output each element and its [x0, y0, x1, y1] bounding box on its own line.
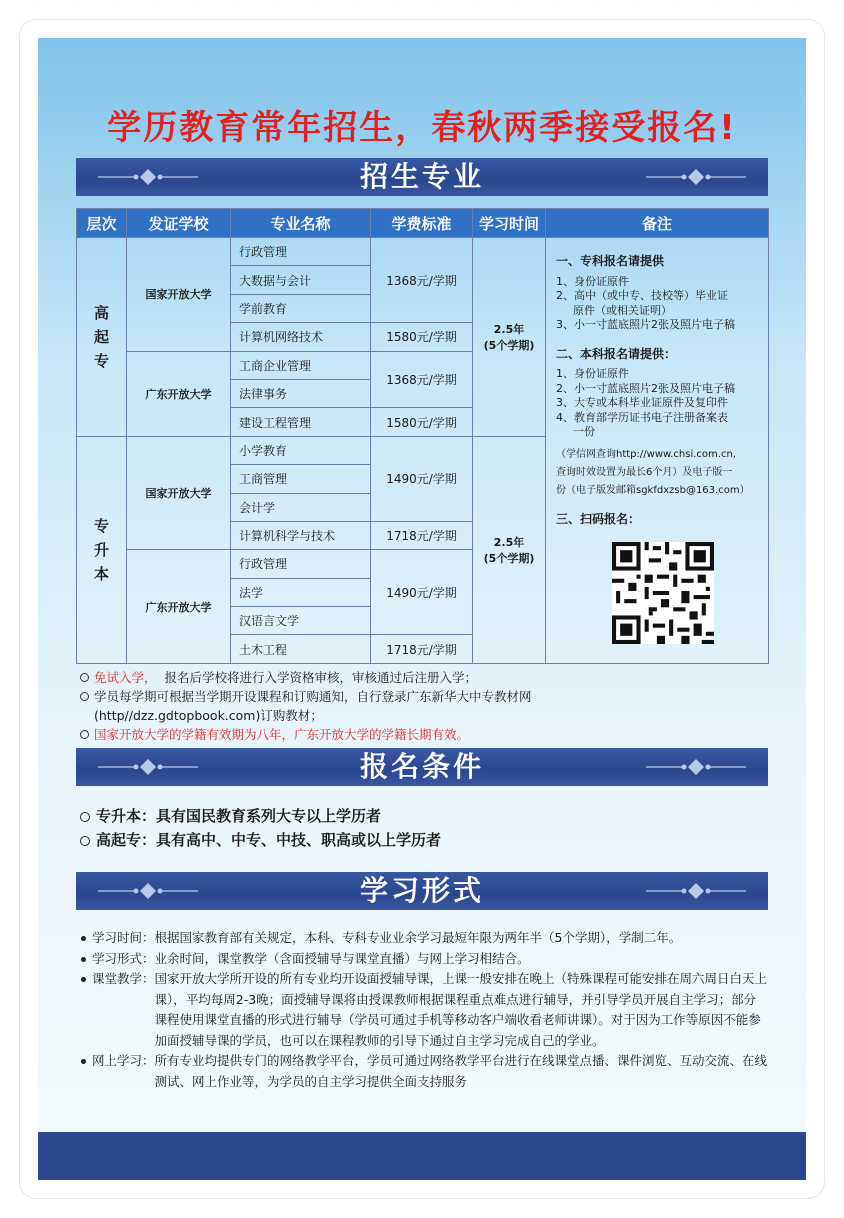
table-row: [77, 238, 769, 266]
major-cell: 计算机科学与技术: [231, 521, 371, 549]
section-banner-conditions: [76, 748, 768, 786]
notes-item: 2、高中（或中专、技校等）毕业证: [556, 289, 728, 302]
major-cell: 计算机网络技术: [231, 323, 371, 351]
info-item: [78, 687, 532, 706]
footer-bar: [38, 1132, 806, 1180]
notes-heading: 一、专科报名请提供: [556, 254, 665, 268]
ornament-icon: [98, 881, 198, 901]
fee-cell: 1580元/学期: [371, 323, 473, 351]
notes-heading: 三、扫码报名：: [556, 511, 641, 526]
study-item: [78, 969, 768, 1051]
study-key: 学习形式：: [92, 950, 155, 966]
section-banner-majors: [76, 158, 768, 196]
major-cell: 工商企业管理: [231, 351, 371, 379]
major-cell: 建设工程管理: [231, 408, 371, 436]
duration-sub: (5个学期): [483, 338, 535, 352]
notes-line: （学信网查询http://www.chsi.com.cn,: [556, 448, 736, 460]
info-item: [78, 668, 532, 687]
section-title: 报名条件: [359, 750, 484, 783]
duration-value: 2.5年: [493, 535, 525, 549]
poster-panel: [38, 38, 806, 1180]
major-cell: 土木工程: [231, 635, 371, 663]
notes-heading: 二、本科报名请提供：: [556, 346, 677, 361]
fee-cell: 1718元/学期: [371, 521, 473, 549]
major-cell: 工商管理: [231, 465, 371, 493]
major-cell: 行政管理: [231, 238, 371, 266]
notes-cell: [546, 238, 769, 664]
headline: 学历教育常年招生，春秋两季接受报名!: [107, 108, 737, 148]
school-cell: 广东开放大学: [127, 351, 231, 436]
duration-sub: (5个学期): [483, 551, 535, 565]
major-cell: 汉语言文学: [231, 607, 371, 635]
info-list: [78, 668, 532, 744]
notes-line: 查询时效设置为最长6个月）及电子版一: [556, 466, 733, 478]
notes-paragraph: [556, 446, 762, 500]
condition-item: 高起专：具有高中、中专、中技、职高或以上学历者: [78, 828, 441, 852]
notes-item: 原件（或相关证明）: [573, 303, 672, 317]
notes-item: 3、大专或本科毕业证原件及复印件: [556, 396, 728, 409]
ornament-icon: [98, 167, 198, 187]
notes-item: 3、小一寸蓝底照片2张及照片电子稿: [556, 318, 735, 331]
conditions-list: [78, 804, 441, 852]
major-cell: 小学教育: [231, 436, 371, 464]
ornament-icon: [646, 167, 746, 187]
study-value: 国家开放大学所开设的所有专业均开设面授辅导课，上课一般安排在晚上（特殊课程可能安排在周六周日白天上课），平均每周2-3晚；面授辅导课将由授课教师根据课程重点难点进行辅导，并引导学员开展自主学习；部分课程使用课堂直播的形式进行辅导（学员可通过手机等移动客户端收看老师讲课）。对于因为工作等原因不能参加面授辅导课的学员，也可以在课程教师的引导下通过自主学习完成自己的学业。: [154, 971, 768, 1048]
header-cell: 备注: [546, 209, 769, 238]
fee-cell: 1718元/学期: [371, 635, 473, 663]
info-text: 学员每学期可根据当学期开设课程和订购通知，自行登录广东新华大中专教材网: [94, 689, 532, 704]
info-text-cont: (http//dzz.gdtopbook.com)订购教材；: [94, 708, 323, 723]
school-cell: 广东开放大学: [127, 550, 231, 664]
notes-item: 1、身份证原件: [556, 274, 629, 288]
duration-value: 2.5年: [493, 322, 525, 336]
fee-cell: 1490元/学期: [371, 436, 473, 521]
info-text: 报名后学校将进行入学资格审核，审核通过后注册入学；: [164, 670, 477, 685]
study-item: [78, 928, 768, 949]
section-title: 招生专业: [359, 160, 484, 193]
notes-item: 1、身份证原件: [556, 367, 629, 380]
study-key: 学习时间：: [92, 930, 155, 945]
study-value: 业余时间，课堂教学（含面授辅导与课堂直播）与网上学习相结合。: [154, 950, 530, 966]
study-key: 课堂教学：: [92, 971, 155, 986]
school-cell: 国家开放大学: [127, 436, 231, 550]
fee-cell: 1368元/学期: [371, 238, 473, 323]
ornament-icon: [646, 881, 746, 901]
study-item: [78, 949, 768, 970]
study-value: 所有专业均提供专门的网络教学平台，学员可通过网络教学平台进行在线课堂点播、课件浏览、互动交流、在线测试、网上作业等，为学员的自主学习提供全面支持服务: [154, 1053, 768, 1089]
header-cell: 学习时间: [473, 209, 546, 238]
ornament-icon: [98, 757, 198, 777]
section-banner-study: [76, 872, 768, 910]
notes-item: 4、教育部学历证书电子注册备案表: [556, 410, 728, 424]
level-cell: [77, 436, 127, 663]
notes-line: 份（电子版发邮箱sgkfdxzsb@163.com）: [556, 484, 750, 496]
info-highlight: 免试入学，: [94, 670, 157, 685]
header-cell: 专业名称: [231, 209, 371, 238]
fee-cell: 1368元/学期: [371, 351, 473, 408]
header-cell: 学费标准: [371, 209, 473, 238]
level-label: 高起专: [93, 303, 109, 370]
qr-code-icon[interactable]: [612, 542, 714, 644]
level-cell: [77, 238, 127, 437]
study-list: [78, 928, 768, 1092]
condition-item: 专升本：具有国民教育系列大专以上学历者: [78, 804, 441, 828]
table-header-row: [77, 209, 769, 238]
study-item: [78, 1051, 768, 1092]
major-cell: 会计学: [231, 493, 371, 521]
majors-table: [76, 208, 769, 664]
major-cell: 大数据与会计: [231, 266, 371, 294]
major-cell: 法律事务: [231, 379, 371, 407]
ornament-icon: [646, 757, 746, 777]
major-cell: 学前教育: [231, 294, 371, 322]
fee-cell: 1490元/学期: [371, 550, 473, 635]
study-value: 根据国家教育部有关规定，本科、专科专业业余学习最短年限为两年半（5个学期），学制二年。: [154, 930, 682, 945]
info-text: 国家开放大学的学籍有效期为八年，广东开放大学的学籍长期有效。: [94, 727, 470, 742]
section-title: 学习形式: [359, 874, 484, 907]
school-cell: 国家开放大学: [127, 238, 231, 352]
duration-cell: [473, 238, 546, 437]
header-cell: 发证学校: [127, 209, 231, 238]
notes-item: 一份: [573, 425, 595, 438]
major-cell: 法学: [231, 578, 371, 606]
major-cell: 行政管理: [231, 550, 371, 578]
study-key: 网上学习：: [92, 1053, 155, 1068]
info-item: [78, 725, 532, 744]
header-cell: 层次: [77, 209, 127, 238]
duration-cell: [473, 436, 546, 663]
notes-item: 2、小一寸蓝底照片2张及照片电子稿: [556, 381, 735, 395]
level-label: 专升本: [93, 516, 109, 583]
fee-cell: 1580元/学期: [371, 408, 473, 436]
